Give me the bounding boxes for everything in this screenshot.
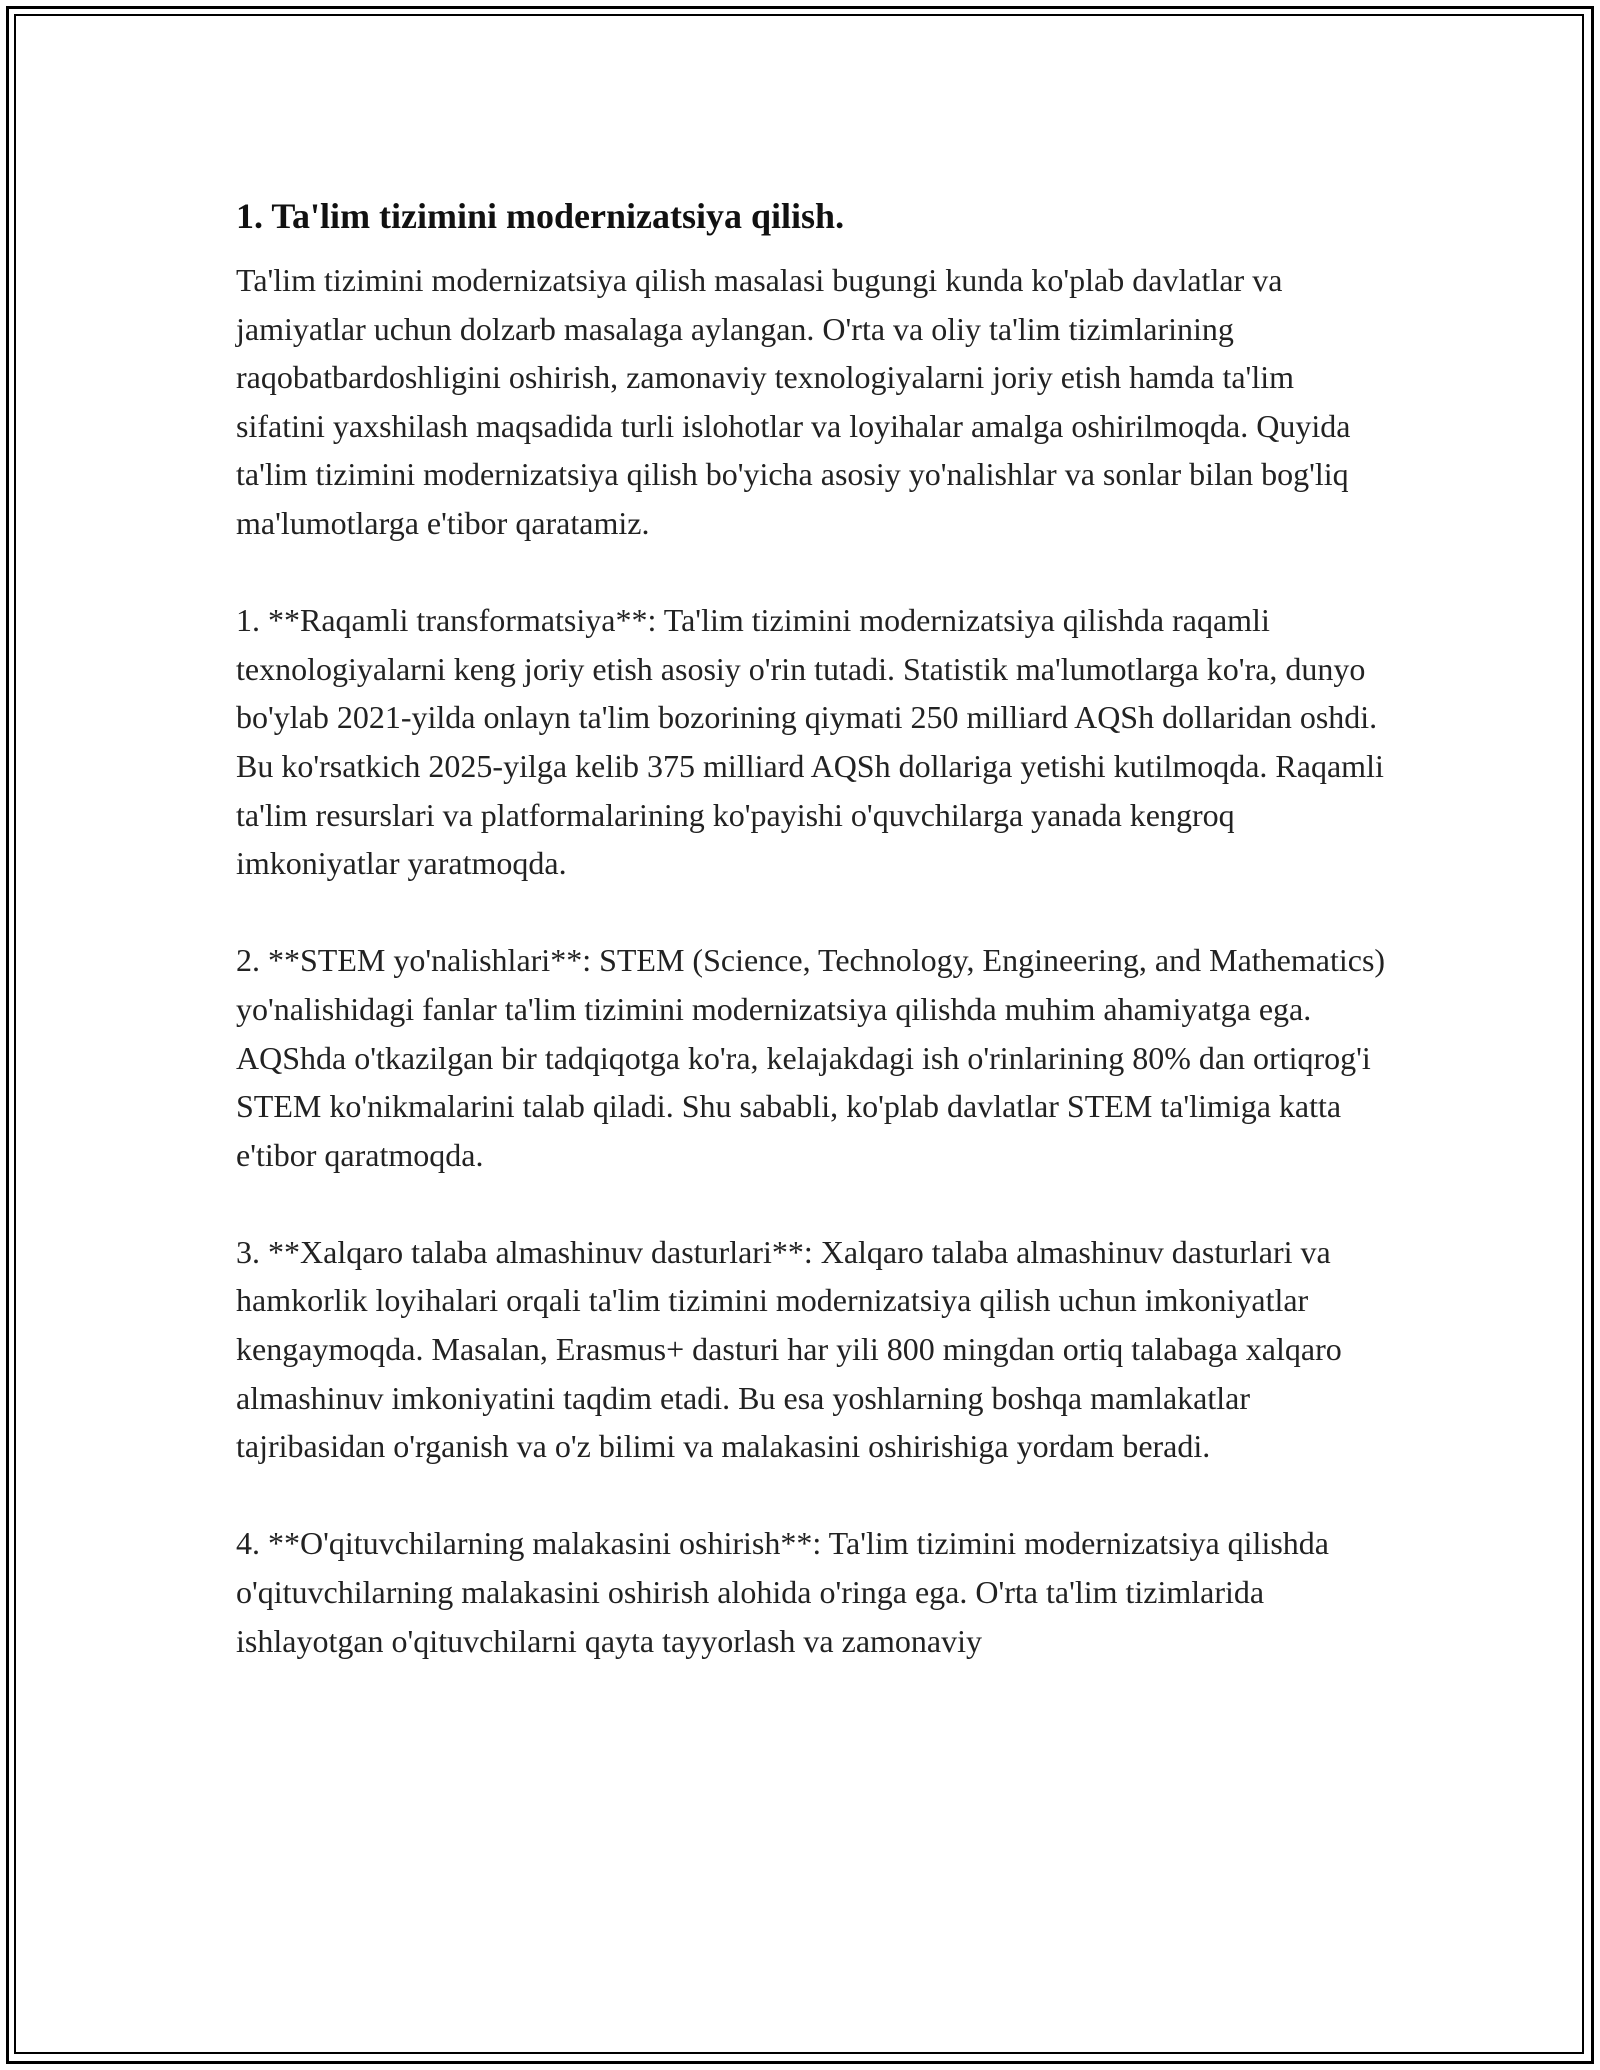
section-heading: 1. Ta'lim tizimini modernizatsiya qilish.: [236, 196, 845, 236]
paragraph-teacher-training: 4. **O'qituvchilarning malakasini oshirish**: Ta'lim tizimini modernizatsiya qilishda o'qituvchilarning malakasini oshirish alohida o'ringa ega. O'rta ta'lim tizimlarida ishlayotgan o'qituvchilarni qayta tayyorlash va zamonaviy: [236, 1525, 1329, 1659]
paragraph-digital-transformation: 1. **Raqamli transformatsiya**: Ta'lim tizimini modernizatsiya qilishda raqamli texnologiyalarni keng joriy etish asosiy o'rin tutadi. Statistik ma'lumotlarga ko'ra, dunyo bo'ylab 2021-yilda onlayn ta'lim bozorining qiymati 250 milliard AQSh dollaridan oshdi. Bu ko'rsatkich 2025-yilga kelib 375 milliard AQSh dollariga yetishi kutilmoqda. Raqamli ta'lim resurslari va platformalarining ko'payishi o'quvchilarga yanada kengroq imkoniyatlar yaratmoqda.: [236, 602, 1384, 882]
paragraph-student-exchange: 3. **Xalqaro talaba almashinuv dasturlari**: Xalqaro talaba almashinuv dasturlari va hamkorlik loyihalari orqali ta'lim tizimini modernizatsiya qilish uchun imkoniyatlar kengaymoqda. Masalan, Erasmus+ dasturi har yili 800 mingdan ortiq talabaga xalqaro almashinuv imkoniyatini taqdim etadi. Bu esa yoshlarning boshqa mamlakatlar tajribasidan o'rganish va o'z bilimi va malakasini oshirishiga yordam beradi.: [236, 1233, 1342, 1465]
document-body: [236, 186, 1386, 1665]
intro-paragraph: Ta'lim tizimini modernizatsiya qilish masalasi bugungi kunda ko'plab davlatlar va jamiyatlar uchun dolzarb masalaga aylangan. O'rta va oliy ta'lim tizimlarining raqobatbardoshligini oshirish, zamonaviy texnologiyalarni joriy etish hamda ta'lim sifatini yaxshilash maqsadida turli islohotlar va loyihalar amalga oshirilmoqda. Quyida ta'lim tizimini modernizatsiya qilish bo'yicha asosiy yo'nalishlar va sonlar bilan bog'liq ma'lumotlarga e'tibor qaratamiz.: [236, 262, 1351, 541]
paragraph-stem: 2. **STEM yo'nalishlari**: STEM (Science, Technology, Engineering, and Mathematics) yo'nalishidagi fanlar ta'lim tizimini modernizatsiya qilishda muhim ahamiyatga ega. AQShda o'tkazilgan bir tadqiqotga ko'ra, kelajakdagi ish o'rinlarining 80% dan ortiqrog'i STEM ko'nikmalarini talab qiladi. Shu sababli, ko'plab davlatlar STEM ta'limiga katta e'tibor qaratmoqda.: [236, 942, 1386, 1173]
